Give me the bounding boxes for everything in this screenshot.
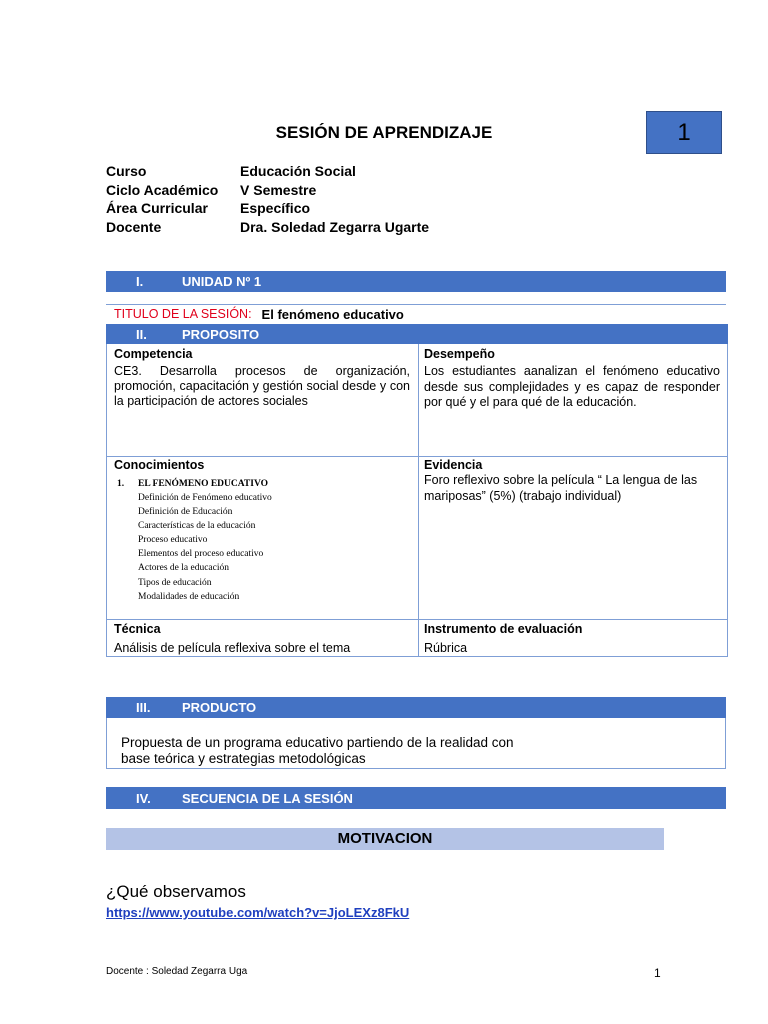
desempeno-header: Desempeño [424, 347, 495, 361]
info-label: Curso [106, 163, 147, 179]
info-value: V Semestre [240, 181, 317, 198]
conocimientos-number: 1. [117, 479, 125, 489]
list-item: Tipos de educación [138, 577, 212, 588]
product-number: III. [136, 700, 151, 715]
list-item: Elementos del proceso educativo [138, 549, 264, 560]
list-item: Características de la educación [138, 521, 256, 532]
instrumento-text: Rúbrica [424, 641, 468, 655]
footer-page-number: 1 [654, 966, 661, 980]
info-label: Área Curricular [106, 200, 208, 216]
motivation-header: MOTIVACION [106, 828, 664, 850]
conocimientos-title: EL FENÓMENO EDUCATIVO [138, 479, 269, 489]
info-value: Dra. Soledad Zegarra Ugarte [240, 218, 430, 235]
product-bar [106, 697, 726, 718]
info-value: Específico [240, 200, 311, 216]
list-item: Modalidades de educación [138, 591, 240, 602]
evidencia-text: Foro reflexivo sobre la película “ La lengua de las mariposas” (5%) (trabajo individual) [424, 473, 698, 503]
unit-number: I. [136, 274, 144, 289]
conocimientos-header: Conocimientos [114, 458, 205, 472]
info-label: Docente [106, 218, 162, 235]
youtube-link[interactable]: https://www.youtube.com/watch?v=JjoLEXz8FkU [106, 905, 410, 920]
purpose-label: PROPOSITO [182, 326, 260, 342]
sequence-number: IV. [136, 790, 151, 806]
evidencia-header: Evidencia [424, 458, 483, 472]
sequence-label: SECUENCIA DE LA SESIÓN [182, 790, 353, 806]
competencia-header: Competencia [114, 347, 193, 361]
purpose-number: II. [136, 326, 147, 342]
info-value: Educación Social [240, 163, 356, 179]
competencia-text: CE3. Desarrolla procesos de organización, promoción, capacitación y gestión social desde y con la participación de actores sociales [114, 364, 410, 408]
instrumento-header: Instrumento de evaluación [424, 622, 583, 636]
unit-bar [106, 271, 726, 292]
page-title: SESIÓN DE APRENDIZAJE [275, 123, 493, 142]
purpose-bar [106, 324, 728, 344]
product-line: base teórica y estrategias metodológicas [121, 751, 366, 766]
list-item: Actores de la educación [138, 563, 229, 574]
product-text [121, 735, 514, 767]
product-line: Propuesta de un programa educativo partiendo de la realidad con [121, 735, 514, 750]
sequence-bar [106, 787, 726, 809]
list-item: Definición de Fenómeno educativo [138, 493, 272, 503]
session-title-value: El fenómeno educativo [261, 306, 404, 322]
desempeno-text: Los estudiantes aanalizan el fenómeno educativo desde sus complejidades y es capaz de responder por qué y el para qué de la educación. [424, 364, 720, 409]
tecnica-text: Análisis de película reflexiva sobre el tema [114, 641, 351, 655]
product-label: PRODUCTO [182, 700, 257, 715]
list-item: Proceso educativo [138, 535, 208, 546]
list-item: Definición de Educación [138, 507, 233, 518]
tecnica-header: Técnica [114, 622, 161, 636]
session-number-box: 1 [646, 111, 722, 154]
session-title-row [106, 304, 726, 323]
footer-teacher: Docente : Soledad Zegarra Uga [106, 966, 248, 977]
session-title-label: TITULO DE LA SESIÓN: [114, 307, 252, 321]
info-label: Ciclo Académico [106, 181, 219, 198]
unit-label: UNIDAD Nº 1 [182, 274, 262, 289]
question-text: ¿Qué observamos [106, 882, 246, 901]
conocimientos-list [138, 491, 272, 604]
course-info [106, 162, 429, 236]
